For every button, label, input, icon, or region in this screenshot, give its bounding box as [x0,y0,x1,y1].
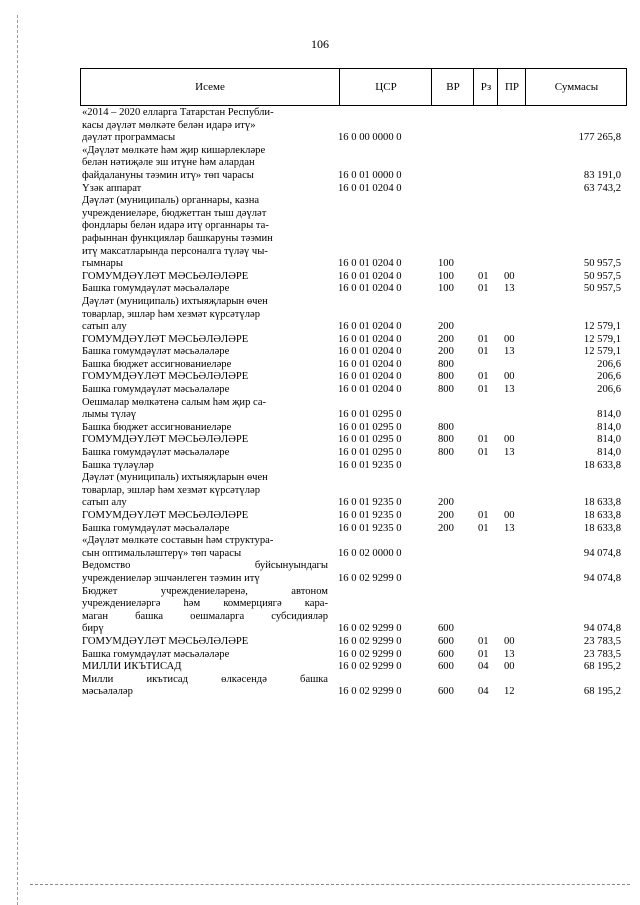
table-body [80,107,627,699]
row-csr: 16 0 01 9235 0 [338,459,402,471]
row-rz: 01 [478,447,489,459]
row-csr: 16 0 01 0295 0 [338,434,402,446]
row-name-line: ГОМУМДӘҮЛӘТ МӘСЬӘЛӘЛӘРЕ [82,371,249,383]
row-name-line: ГОМУМДӘҮЛӘТ МӘСЬӘЛӘЛӘРЕ [82,510,249,521]
row-rz: 01 [478,346,489,358]
row-pr: 13 [504,522,515,534]
row-name [80,535,328,560]
row-rz: 04 [478,686,489,698]
row-name-line: касы дәүләт мөлкәте белән идарә итү» [82,119,256,131]
row-rz: 01 [478,522,489,534]
row-vr: 200 [438,333,454,345]
table-row [80,460,627,473]
header-rz: Рз [473,69,498,105]
row-name-line: файдалануны тәэмин итү» төп чарасы [82,169,254,181]
row-name [80,661,328,674]
table-row [80,649,627,662]
row-pr: 13 [504,447,515,459]
row-pr: 00 [504,510,515,521]
row-rz: 01 [478,648,489,660]
row-csr: 16 0 01 0295 0 [338,421,402,433]
row-pr: 12 [504,686,515,698]
row-sum: 814,0 [597,447,621,459]
row-name-line: Үзәк аппарат [82,182,142,194]
row-csr: 16 0 01 0000 0 [338,169,402,181]
row-name [80,107,328,145]
row-sum: 68 195,2 [583,661,621,673]
page-number: 106 [311,37,329,51]
row-vr: 100 [438,270,454,282]
row-name-line: Башка гомумдәүләт мәсьәләләре [82,522,230,534]
row-sum: 94 074,8 [583,623,621,635]
row-rz: 01 [478,270,489,282]
table-row [80,296,627,334]
row-name-line: итү максатларында персоналга түләү чы- [82,245,268,257]
row-sum: 68 195,2 [583,686,621,698]
row-name-line: Оешмалар мөлкәтенә салым һәм җир са- [82,396,267,408]
row-name [80,296,328,334]
row-pr: 00 [504,661,515,673]
table-row [80,560,627,585]
table-row [80,422,627,435]
row-vr: 800 [438,371,454,383]
row-csr: 16 0 01 0204 0 [338,182,402,194]
row-name-line: «Дәүләт мөлкәте һәм җир кишәрлекләре [82,144,266,156]
row-sum: 83 191,0 [583,169,621,181]
row-csr: 16 0 02 0000 0 [338,547,402,559]
table-row [80,434,627,447]
row-name-line: ГОМУМДӘҮЛӘТ МӘСЬӘЛӘЛӘРЕ [82,434,249,446]
table-row [80,195,627,271]
header-sum: Суммасы [525,69,627,105]
table-row [80,371,627,384]
row-csr: 16 0 01 0204 0 [338,321,402,333]
row-rz: 04 [478,661,489,673]
row-pr: 13 [504,346,515,358]
row-sum: 12 579,1 [583,321,621,333]
row-sum: 18 633,8 [583,497,621,509]
row-name [80,145,328,183]
row-sum: 94 074,8 [583,572,621,584]
row-name-line: Ведомство буйсынуындагы [82,560,328,572]
table-row [80,107,627,145]
row-sum: 206,6 [597,384,621,396]
table-row [80,397,627,422]
row-csr: 16 0 02 9299 0 [338,572,402,584]
row-csr: 16 0 02 9299 0 [338,635,402,647]
row-name [80,447,328,460]
row-name-line: фондлары белән идарә итү органнары та- [82,220,269,232]
row-vr: 600 [438,648,454,660]
row-vr: 600 [438,623,454,635]
row-sum: 18 633,8 [583,510,621,521]
table-row [80,674,627,699]
row-vr: 600 [438,661,454,673]
row-name [80,674,328,699]
row-name-line: Дәүләт (муниципаль) органнары, казна [82,195,260,207]
row-pr: 00 [504,434,515,446]
row-name [80,472,328,510]
row-name-line: Башка гомумдәүләт мәсьәләләре [82,648,230,660]
row-name-line: учреждениеләргә һәм коммерциягә кара- [82,598,328,610]
row-name [80,371,328,384]
row-csr: 16 0 01 0204 0 [338,333,402,345]
row-name-line: Башка гомумдәүләт мәсьәләләре [82,283,230,295]
row-vr: 800 [438,384,454,396]
row-name [80,334,328,347]
row-name-line: белән нәтиҗәле эш итүне һәм алардан [82,157,255,169]
table-row [80,346,627,359]
row-rz: 01 [478,371,489,383]
row-name [80,271,328,284]
table-row [80,271,627,284]
row-vr: 200 [438,321,454,333]
row-name-line: Башка гомумдәүләт мәсьәләләре [82,384,230,396]
table-row [80,472,627,510]
bottom-dashed-line [30,884,630,885]
row-sum: 50 957,5 [583,283,621,295]
row-vr: 800 [438,447,454,459]
row-name [80,397,328,422]
row-rz: 01 [478,635,489,647]
row-sum: 63 743,2 [583,182,621,194]
row-name [80,384,328,397]
row-rz: 01 [478,434,489,446]
row-name-line: гымнары [82,258,123,270]
header-name: Исеме [195,81,225,93]
row-csr: 16 0 00 0000 0 [338,132,402,144]
row-sum: 12 579,1 [583,333,621,345]
row-csr: 16 0 01 0204 0 [338,283,402,295]
row-sum: 50 957,5 [583,270,621,282]
table-row [80,384,627,397]
row-csr: 16 0 02 9299 0 [338,648,402,660]
table-row [80,183,627,196]
row-sum: 18 633,8 [583,522,621,534]
row-csr: 16 0 01 0204 0 [338,258,402,270]
row-pr: 13 [504,648,515,660]
header-vr: ВР [431,69,474,105]
row-csr: 16 0 02 9299 0 [338,623,402,635]
row-name-line: Башка гомумдәүләт мәсьәләләре [82,346,230,358]
row-name-line: учреждениеләре, бюджеттан тыш дәүләт [82,207,267,219]
row-name-line: Дәүләт (муниципаль) ихтыяҗларын өчен [82,472,268,484]
table-row [80,586,627,636]
row-name-line: учреждениеләр эшчәнлеген тәэмин итү [82,572,260,584]
row-vr: 100 [438,258,454,270]
row-vr: 200 [438,510,454,521]
row-sum: 50 957,5 [583,258,621,270]
table-header [80,68,627,106]
row-vr: 600 [438,686,454,698]
row-name [80,560,328,585]
row-name [80,510,328,523]
row-name-line: Башка бюджет ассигнованиеләре [82,358,232,370]
row-name-line: «2014 – 2020 елларга Татарстан Республи- [82,107,274,118]
row-rz: 01 [478,333,489,345]
row-pr: 00 [504,371,515,383]
row-name [80,283,328,296]
row-pr: 00 [504,333,515,345]
row-name-line: ГОМУМДӘҮЛӘТ МӘСЬӘЛӘЛӘРЕ [82,270,249,282]
row-csr: 16 0 02 9299 0 [338,686,402,698]
table-row [80,334,627,347]
row-csr: 16 0 01 9235 0 [338,522,402,534]
table-row [80,510,627,523]
row-csr: 16 0 01 0204 0 [338,346,402,358]
row-name [80,586,328,636]
row-sum: 23 783,5 [583,648,621,660]
row-name-line: мәсьәләләр [82,686,133,698]
table-row [80,661,627,674]
row-name-line: МИЛЛИ ИКЪТИСАД [82,661,182,673]
row-name-line: бирү [82,623,104,635]
row-rz: 01 [478,384,489,396]
row-pr: 13 [504,283,515,295]
table-row [80,535,627,560]
row-sum: 206,6 [597,358,621,370]
row-sum: 23 783,5 [583,635,621,647]
row-vr: 100 [438,283,454,295]
table-row [80,523,627,536]
row-csr: 16 0 01 0204 0 [338,371,402,383]
row-pr: 13 [504,384,515,396]
row-name [80,636,328,649]
row-vr: 600 [438,635,454,647]
row-sum: 12 579,1 [583,346,621,358]
row-name-line: ГОМУМДӘҮЛӘТ МӘСЬӘЛӘЛӘРЕ [82,635,249,647]
row-name [80,195,328,271]
row-name-line: товарлар, эшләр һәм хезмәт күрсәтүләр [82,308,261,320]
row-name [80,422,328,435]
header-csr: ЦСР [339,69,432,105]
row-vr: 200 [438,497,454,509]
row-csr: 16 0 01 9235 0 [338,497,402,509]
row-csr: 16 0 01 0295 0 [338,409,402,421]
row-name [80,359,328,372]
row-vr: 800 [438,434,454,446]
row-sum: 94 074,8 [583,547,621,559]
row-name-line: «Дәүләт мөлкәте составын һәм структура- [82,535,274,547]
row-sum: 814,0 [597,409,621,421]
row-name-line: Башка түләүләр [82,459,154,471]
table-row [80,145,627,183]
row-name-line: Дәүләт (муниципаль) ихтыяҗларын өчен [82,295,268,307]
row-name [80,649,328,662]
table-row [80,283,627,296]
row-pr: 00 [504,270,515,282]
row-sum: 177 265,8 [578,132,621,144]
row-vr: 800 [438,358,454,370]
row-name-line: маган башка оешмаларга субсидияләр [82,610,328,622]
row-name-line: дәүләт программасы [82,132,176,144]
row-sum: 206,6 [597,371,621,383]
row-name [80,523,328,536]
row-name-line: сатып алу [82,497,127,509]
header-pr: ПР [497,69,526,105]
row-csr: 16 0 01 0204 0 [338,358,402,370]
row-csr: 16 0 01 0204 0 [338,384,402,396]
row-vr: 200 [438,522,454,534]
row-name [80,460,328,473]
row-name-line: Бюджет учреждениеләренә, автоном [82,585,328,597]
row-rz: 01 [478,283,489,295]
row-name [80,183,328,196]
row-csr: 16 0 01 0295 0 [338,447,402,459]
row-sum: 814,0 [597,434,621,446]
row-rz: 01 [478,510,489,521]
left-margin-dashed-line [17,15,18,905]
row-name-line: Башка гомумдәүләт мәсьәләләре [82,447,230,459]
row-name [80,434,328,447]
row-name-line: рафыннан функцияләр башкаруны тәэмин [82,232,273,244]
row-name-line: сатып алу [82,321,127,333]
row-vr: 200 [438,346,454,358]
row-name-line: Башка бюджет ассигнованиеләре [82,421,232,433]
row-sum: 18 633,8 [583,459,621,471]
row-csr: 16 0 01 9235 0 [338,510,402,521]
row-name-line: лымы түләү [82,409,137,421]
row-name-line: Милли икътисад өлкәсендә башка [82,673,328,685]
row-name-line: товарлар, эшләр һәм хезмәт күрсәтүләр [82,484,261,496]
table-row [80,447,627,460]
table-row [80,636,627,649]
row-csr: 16 0 02 9299 0 [338,661,402,673]
row-vr: 800 [438,421,454,433]
row-name-line: сын оптимальләштерү» төп чарасы [82,547,242,559]
row-pr: 00 [504,635,515,647]
row-name [80,346,328,359]
row-name-line: ГОМУМДӘҮЛӘТ МӘСЬӘЛӘЛӘРЕ [82,333,249,345]
row-csr: 16 0 01 0204 0 [338,270,402,282]
table-row [80,359,627,372]
row-sum: 814,0 [597,421,621,433]
